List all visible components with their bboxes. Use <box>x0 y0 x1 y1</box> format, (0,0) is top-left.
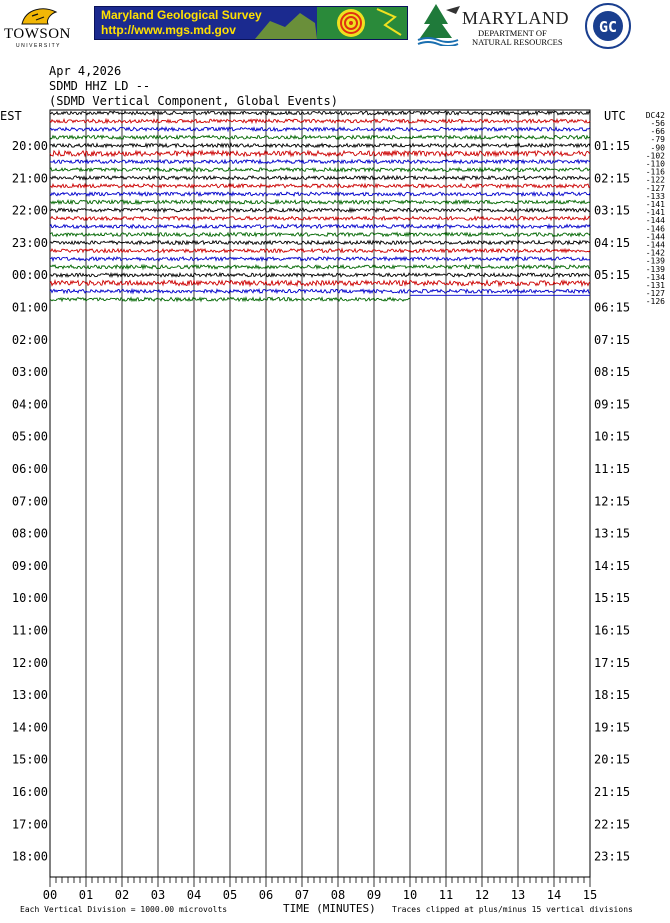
utc-hour-label: 01:15 <box>594 139 631 153</box>
est-hour-label: 12:00 <box>11 655 48 670</box>
dc-offset-label: -122 <box>645 175 665 185</box>
dc-offset-label: -116 <box>645 167 665 177</box>
est-hour-label: 14:00 <box>11 720 48 735</box>
utc-hour-label: 04:15 <box>594 235 631 250</box>
dnr-subtitle-2: NATURAL RESOURCES <box>472 37 563 47</box>
utc-hour-label: 08:15 <box>594 365 631 380</box>
dc-label: DC42 <box>645 111 665 120</box>
est-hour-label: 20:00 <box>11 139 48 153</box>
footer-clip-note: Traces clipped at plus/minus 15 vertical divisions <box>392 905 633 914</box>
x-tick-label: 04 <box>186 888 202 902</box>
gc-initials: GC <box>598 18 618 36</box>
est-hour-label: 21:00 <box>11 171 48 186</box>
dnr-subtitle-1: DEPARTMENT OF <box>478 28 547 38</box>
est-hour-label: 13:00 <box>11 688 48 703</box>
est-hour-label: 18:00 <box>11 849 48 864</box>
seismic-trace <box>50 257 590 261</box>
dc-offset-label: -134 <box>645 272 665 282</box>
est-hour-label: 05:00 <box>11 429 48 444</box>
est-hour-label: 00:00 <box>11 268 48 283</box>
x-tick-label: 13 <box>510 888 526 902</box>
utc-hour-label: 10:15 <box>594 429 631 444</box>
utc-hour-label: 03:15 <box>594 203 631 218</box>
utc-hour-label: 20:15 <box>594 752 631 767</box>
seismic-trace <box>50 176 590 180</box>
x-tick-label: 09 <box>366 888 382 902</box>
seismic-trace <box>50 241 590 245</box>
x-tick-label: 12 <box>474 888 490 902</box>
seismic-trace <box>50 225 590 229</box>
seismic-trace <box>50 119 590 123</box>
dc-offset-label: -133 <box>645 191 665 201</box>
est-hour-label: 01:00 <box>11 300 48 315</box>
seismic-trace <box>50 168 590 172</box>
dc-offset-label: -131 <box>645 281 665 290</box>
x-tick-label: 15 <box>582 888 598 902</box>
seismic-trace <box>50 265 590 269</box>
est-hour-label: 16:00 <box>11 785 48 799</box>
x-tick-label: 14 <box>546 888 562 902</box>
dc-offset-label: -144 <box>645 232 665 242</box>
seismic-trace <box>50 184 590 188</box>
utc-hour-label: 19:15 <box>594 720 631 735</box>
dc-offset-label: -79 <box>650 135 665 145</box>
utc-hour-label: 06:15 <box>594 300 631 315</box>
est-hour-label: 04:00 <box>11 397 48 412</box>
x-tick-label: 11 <box>438 888 454 902</box>
dc-offset-label: -110 <box>645 159 665 169</box>
utc-hour-label: 16:15 <box>594 623 631 638</box>
est-hour-label: 10:00 <box>11 591 48 606</box>
footer-vertical-division-note: Each Vertical Division = 1000.00 microvolts <box>20 905 228 914</box>
seismic-trace <box>50 151 590 156</box>
x-tick-label: 03 <box>150 888 166 902</box>
utc-hour-label: 22:15 <box>594 817 631 832</box>
dc-offset-label: -141 <box>645 208 665 218</box>
dc-offset-label: -127 <box>645 289 665 299</box>
dc-offset-label: -66 <box>650 127 665 137</box>
chart-title-description: (SDMD Vertical Component, Global Events) <box>49 94 338 108</box>
dnr-name: MARYLAND <box>462 8 570 28</box>
x-tick-label: 01 <box>78 888 94 902</box>
seismic-trace <box>50 217 590 221</box>
utc-hour-label: 02:15 <box>594 171 631 186</box>
utc-hour-label: 21:15 <box>594 785 631 799</box>
utc-hour-label: 15:15 <box>594 591 631 606</box>
x-tick-label: 02 <box>114 888 130 902</box>
seismic-trace <box>50 273 590 277</box>
dc-offset-label: -127 <box>645 183 665 193</box>
right-axis-label-utc: UTC <box>604 109 626 123</box>
x-tick-label: 07 <box>294 888 310 902</box>
dc-offset-label: -142 <box>645 248 665 258</box>
dc-offset-label: -90 <box>650 143 665 153</box>
est-hour-label: 22:00 <box>11 203 48 218</box>
seismic-trace <box>50 289 590 293</box>
chart-title-date: Apr 4,2026 <box>49 64 122 78</box>
seismic-trace <box>50 233 590 237</box>
seismic-trace <box>50 192 590 196</box>
dc-offset-label: -141 <box>645 200 665 209</box>
x-tick-label: 06 <box>258 888 274 902</box>
utc-hour-label: 11:15 <box>594 462 631 476</box>
x-axis-label: TIME (MINUTES) <box>283 902 376 915</box>
mgs-url-link[interactable]: http://www.mgs.md.gov <box>101 23 236 37</box>
x-tick-label: 10 <box>402 888 418 902</box>
seismic-trace <box>50 111 590 115</box>
est-hour-label: 17:00 <box>11 817 48 832</box>
towson-logo-text: TOWSON <box>4 26 71 42</box>
dc-offset-label: -102 <box>645 151 665 161</box>
x-tick-label: 00 <box>42 888 58 902</box>
towson-logo-subtext: UNIVERSITY <box>16 43 62 49</box>
utc-hour-label: 23:15 <box>594 849 631 864</box>
utc-hour-label: 18:15 <box>594 688 631 703</box>
seismic-trace <box>50 281 590 286</box>
dc-offset-label: -144 <box>645 240 665 250</box>
utc-hour-label: 05:15 <box>594 268 631 283</box>
dc-offset-label: -144 <box>645 216 665 226</box>
seismic-trace <box>50 249 590 253</box>
seismic-trace <box>50 127 590 131</box>
seismic-trace <box>50 144 590 148</box>
dc-offset-label: -139 <box>645 256 665 266</box>
est-hour-label: 07:00 <box>11 494 48 509</box>
utc-hour-label: 17:15 <box>594 655 631 670</box>
dc-offset-label: -126 <box>645 297 665 307</box>
dc-offset-label: -146 <box>645 224 665 234</box>
utc-hour-label: 14:15 <box>594 558 631 573</box>
est-hour-label: 03:00 <box>11 365 48 380</box>
utc-hour-label: 13:15 <box>594 526 631 541</box>
est-hour-label: 15:00 <box>11 752 48 767</box>
utc-hour-label: 12:15 <box>594 494 631 509</box>
est-hour-label: 09:00 <box>11 558 48 573</box>
chart-title-station: SDMD HHZ LD -- <box>49 79 151 93</box>
est-hour-label: 11:00 <box>11 623 48 638</box>
seismic-trace <box>50 136 590 140</box>
mgs-title: Maryland Geological Survey <box>101 8 262 22</box>
seismic-trace <box>50 208 590 212</box>
seismic-trace <box>50 160 590 164</box>
dc-offset-label: -56 <box>650 119 665 128</box>
est-hour-label: 23:00 <box>11 235 48 250</box>
utc-hour-label: 07:15 <box>594 332 631 347</box>
est-hour-label: 08:00 <box>11 526 48 541</box>
est-hour-label: 06:00 <box>11 462 48 476</box>
est-hour-label: 02:00 <box>11 332 48 347</box>
x-tick-label: 05 <box>222 888 238 902</box>
utc-hour-label: 09:15 <box>594 397 631 412</box>
dc-offset-label: -139 <box>645 264 665 274</box>
seismic-trace <box>50 200 590 204</box>
left-axis-label-est: EST <box>0 109 22 123</box>
x-tick-label: 08 <box>330 888 346 902</box>
